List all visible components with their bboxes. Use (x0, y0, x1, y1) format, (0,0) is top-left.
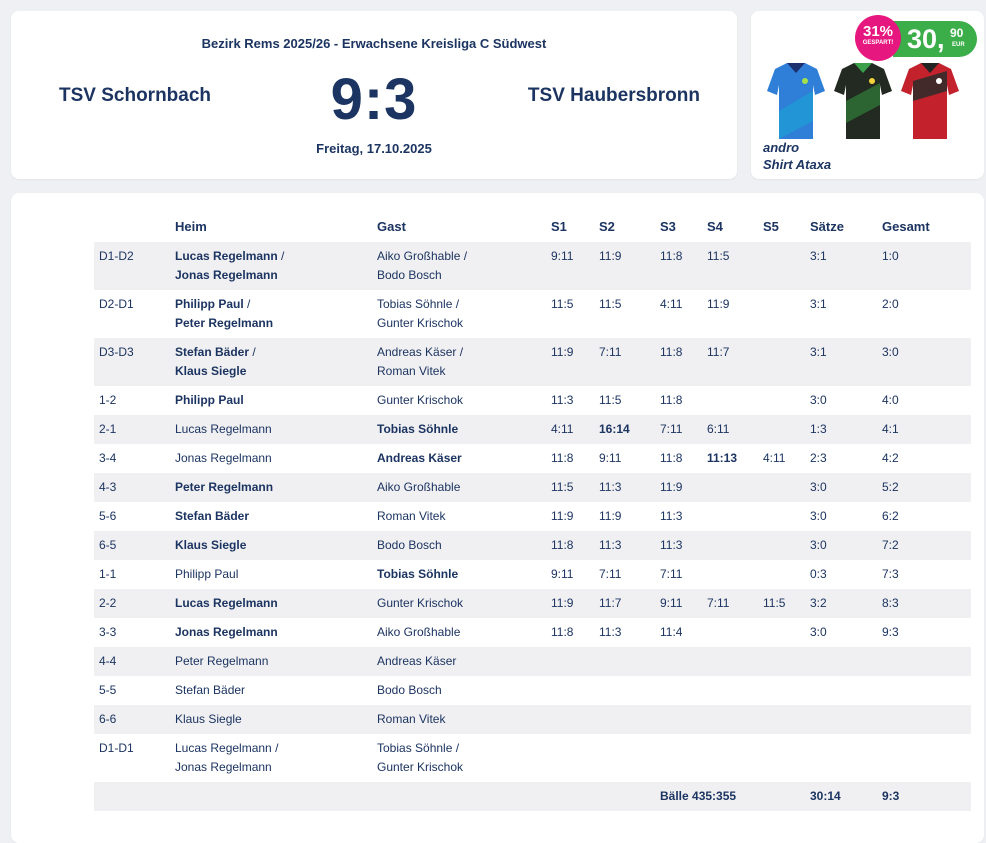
set-score-4 (702, 705, 758, 734)
set-score-2: 9:11 (599, 451, 622, 465)
home-player-name[interactable]: Stefan Bäder (175, 345, 250, 359)
guest-players (372, 242, 546, 290)
set-score-2: 11:5 (599, 297, 622, 311)
pair-separator: / (243, 297, 251, 311)
guest-players (372, 502, 546, 531)
game-row (94, 338, 971, 386)
game-row (94, 705, 971, 734)
price-cents: 90 (950, 26, 964, 40)
set-score-1 (546, 647, 594, 676)
blue-shirt-icon (767, 63, 825, 139)
guest-player-name[interactable]: Roman Vitek (377, 364, 446, 378)
set-score-2: 7:11 (594, 338, 655, 386)
home-player-name[interactable]: Philipp Paul (175, 297, 244, 311)
totals-balls: Bälle 435:355 (655, 782, 805, 811)
pair-separator: / (249, 345, 256, 359)
guest-players (372, 560, 546, 589)
guest-player-name[interactable]: Gunter Krischok (377, 393, 464, 407)
set-score-5 (758, 242, 805, 290)
set-score-5: 11:5 (758, 589, 805, 618)
set-score-4 (702, 676, 758, 705)
header-home: Heim (175, 219, 207, 234)
set-score-5 (758, 473, 805, 502)
game-saetze: 1:3 (805, 415, 877, 444)
set-score-2 (594, 734, 655, 782)
set-score-2 (594, 647, 655, 676)
guest-player-name[interactable]: Aiko Großhable (377, 480, 461, 494)
discount-note: GESPART! (862, 40, 894, 46)
home-players (170, 560, 372, 589)
header-saetze: Sätze (810, 219, 844, 234)
totals-spacer (546, 782, 594, 811)
set-score-4 (702, 386, 758, 415)
guest-player-name[interactable]: Tobias Söhnle (377, 297, 453, 311)
set-score-1: 9:11 (546, 242, 594, 290)
header-s2: S2 (599, 219, 615, 234)
guest-player-name[interactable]: Andreas Käser (377, 451, 462, 465)
home-players (170, 444, 372, 473)
game-gesamt: 4:0 (882, 393, 899, 407)
home-player-name[interactable]: Lucas Regelmann (175, 741, 272, 755)
discount-percent: 31% (862, 23, 894, 40)
guest-players (372, 647, 546, 676)
game-position: 6-5 (94, 531, 170, 560)
home-player-name[interactable]: Stefan Bäder (175, 509, 250, 523)
guest-players (372, 444, 546, 473)
home-player-name[interactable]: Klaus Siegle (175, 364, 247, 378)
game-gesamt: 6:2 (882, 509, 899, 523)
set-score-5 (758, 647, 805, 676)
pair-separator: / (452, 741, 460, 755)
header-s5: S5 (763, 219, 779, 234)
game-position: 4-3 (94, 473, 170, 502)
totals-spacer (170, 782, 372, 811)
league-title: Bezirk Rems 2025/26 - Erwachsene Kreisliga C Südwest (201, 36, 547, 51)
set-score-3 (655, 676, 702, 705)
game-row (94, 531, 971, 560)
header-s1: S1 (551, 219, 567, 234)
game-position: 3-4 (99, 451, 117, 465)
ad-brand-text (763, 139, 831, 173)
header-position (94, 211, 170, 242)
guest-player-name[interactable]: Tobias Söhnle (377, 741, 453, 755)
home-players (170, 647, 372, 676)
game-gesamt: 7:3 (882, 567, 899, 581)
game-position: 4-4 (94, 647, 170, 676)
home-players (170, 415, 372, 444)
home-players (170, 734, 372, 782)
totals-spacer (372, 782, 546, 811)
set-score-5 (758, 290, 805, 338)
guest-players (372, 734, 546, 782)
set-score-1: 11:5 (551, 297, 574, 311)
game-saetze (805, 647, 877, 676)
home-players (170, 618, 372, 647)
shirt-product-image (761, 61, 976, 143)
discount-badge (855, 15, 901, 61)
totals-saetze: 30:14 (805, 782, 877, 811)
game-gesamt: 7:2 (877, 531, 971, 560)
set-score-5 (758, 338, 805, 386)
set-score-2: 11:5 (599, 393, 622, 407)
set-score-2: 11:7 (594, 589, 655, 618)
game-position: 1-1 (99, 567, 117, 581)
set-score-3: 11:4 (660, 625, 683, 639)
set-score-1 (546, 676, 594, 705)
guest-players (372, 473, 546, 502)
home-players (170, 290, 372, 338)
guest-players (372, 338, 546, 386)
home-player-name[interactable]: Klaus Siegle (175, 712, 242, 726)
set-score-4: 6:11 (702, 415, 758, 444)
match-date: Freitag, 17.10.2025 (316, 141, 432, 156)
header-s4: S4 (707, 219, 723, 234)
home-player-name[interactable]: Stefan Bäder (175, 683, 246, 697)
guest-players (372, 386, 546, 415)
game-saetze: 3:0 (810, 509, 827, 523)
home-players (170, 705, 372, 734)
set-score-4: 11:13 (707, 451, 738, 465)
home-players (170, 338, 372, 386)
set-score-4 (702, 531, 758, 560)
totals-spacer (594, 782, 655, 811)
game-row (94, 734, 971, 782)
set-score-3: 7:11 (655, 415, 702, 444)
set-score-1 (546, 734, 594, 782)
game-row (94, 647, 971, 676)
set-score-5 (758, 560, 805, 589)
game-row (94, 415, 971, 444)
set-score-1: 4:11 (546, 415, 594, 444)
guest-player-name[interactable]: Aiko Großhable (377, 249, 461, 263)
header-gesamt: Gesamt (882, 219, 930, 234)
game-gesamt (877, 647, 971, 676)
totals-gesamt: 9:3 (877, 782, 971, 811)
home-player-name[interactable]: Philipp Paul (175, 393, 244, 407)
set-score-5 (758, 415, 805, 444)
header-s3: S3 (660, 219, 676, 234)
pair-separator: / (456, 345, 464, 359)
home-players (170, 473, 372, 502)
game-row (94, 386, 971, 415)
set-score-4 (702, 618, 758, 647)
set-score-5 (758, 531, 805, 560)
set-score-3: 11:3 (660, 509, 683, 523)
game-saetze: 0:3 (810, 567, 827, 581)
game-saetze (805, 676, 877, 705)
set-score-2 (594, 705, 655, 734)
price-main: 30, (907, 24, 945, 54)
header-guest: Gast (377, 219, 406, 234)
home-player-name[interactable]: Lucas Regelmann (175, 249, 278, 263)
home-player-name[interactable]: Jonas Regelmann (175, 760, 272, 774)
set-score-3 (655, 647, 702, 676)
ad-brand-line2: Shirt Ataxa (763, 157, 832, 172)
set-score-2 (594, 676, 655, 705)
game-gesamt (877, 734, 971, 782)
games-table-card (11, 193, 984, 843)
game-row (94, 589, 971, 618)
set-score-3: 11:8 (660, 393, 683, 407)
guest-player-name[interactable]: Andreas Käser (377, 345, 457, 359)
set-score-1: 11:8 (551, 451, 574, 465)
game-position: D2-D1 (99, 297, 134, 311)
set-score-4: 11:7 (702, 338, 758, 386)
table-header-row (94, 211, 971, 242)
guest-player-name[interactable]: Andreas Käser (377, 654, 457, 668)
game-row (94, 618, 971, 647)
home-player-name[interactable]: Klaus Siegle (175, 538, 247, 552)
game-saetze: 2:3 (810, 451, 827, 465)
game-position: 1-2 (99, 393, 117, 407)
guest-player-name[interactable]: Bodo Bosch (377, 683, 442, 697)
games-table (94, 211, 971, 811)
game-gesamt: 1:0 (877, 242, 971, 290)
guest-player-name[interactable]: Bodo Bosch (377, 268, 442, 282)
pair-separator: / (271, 741, 279, 755)
guest-players (372, 531, 546, 560)
home-player-name[interactable]: Lucas Regelmann (175, 596, 278, 610)
set-score-1: 11:9 (551, 509, 574, 523)
games-table-body (94, 242, 971, 782)
set-score-5 (758, 705, 805, 734)
game-row (94, 560, 971, 589)
guest-player-name[interactable]: Gunter Krischok (377, 760, 464, 774)
set-score-5 (758, 386, 805, 415)
game-position: 2-1 (94, 415, 170, 444)
set-score-3 (655, 705, 702, 734)
home-players (170, 676, 372, 705)
price-badge (893, 21, 977, 57)
game-row (94, 242, 971, 290)
set-score-1 (546, 705, 594, 734)
guest-player-name[interactable]: Gunter Krischok (377, 596, 464, 610)
game-saetze: 3:0 (810, 393, 827, 407)
game-saetze: 3:0 (805, 473, 877, 502)
guest-player-name[interactable]: Roman Vitek (377, 509, 446, 523)
price-currency: EUR (952, 42, 965, 48)
game-saetze (805, 705, 877, 734)
green-shirt-icon (834, 63, 892, 139)
home-players (170, 242, 372, 290)
guest-players (372, 676, 546, 705)
game-position: 5-6 (99, 509, 117, 523)
set-score-4 (702, 647, 758, 676)
set-score-3: 4:11 (660, 297, 683, 311)
set-score-2: 11:9 (594, 242, 655, 290)
game-position: D1-D2 (94, 242, 170, 290)
set-score-1: 11:9 (546, 338, 594, 386)
game-gesamt: 4:2 (882, 451, 899, 465)
home-player-name[interactable]: Jonas Regelmann (175, 625, 278, 639)
set-score-3: 11:8 (655, 242, 702, 290)
home-player-name[interactable]: Lucas Regelmann (175, 422, 272, 436)
ad-brand-line1: andro (763, 140, 800, 155)
game-position: 5-5 (99, 683, 117, 697)
set-score-1: 9:11 (551, 567, 574, 581)
set-score-4 (702, 734, 758, 782)
home-player-name[interactable]: Jonas Regelmann (175, 268, 278, 282)
game-row (94, 676, 971, 705)
set-score-5 (758, 618, 805, 647)
game-saetze: 3:2 (805, 589, 877, 618)
set-score-2: 16:14 (594, 415, 655, 444)
guest-players (372, 589, 546, 618)
guest-player-name[interactable]: Aiko Großhable (377, 625, 461, 639)
game-saetze (805, 734, 877, 782)
away-team-name[interactable]: TSV Haubersbronn (527, 85, 700, 106)
game-gesamt: 9:3 (882, 625, 899, 639)
home-player-name[interactable]: Peter Regelmann (175, 480, 274, 494)
set-score-4: 7:11 (702, 589, 758, 618)
home-player-name[interactable]: Jonas Regelmann (175, 451, 272, 465)
home-player-name[interactable]: Peter Regelmann (175, 654, 269, 668)
advertisement-banner[interactable] (751, 11, 984, 179)
pair-separator: / (460, 249, 468, 263)
guest-players (372, 618, 546, 647)
set-score-3: 11:9 (655, 473, 702, 502)
game-gesamt (877, 705, 971, 734)
home-player-name[interactable]: Peter Regelmann (175, 316, 274, 330)
set-score-2: 11:3 (599, 625, 622, 639)
guest-player-name[interactable]: Roman Vitek (377, 712, 446, 726)
guest-players (372, 415, 546, 444)
set-score-4: 11:9 (707, 297, 730, 311)
home-player-name[interactable]: Philipp Paul (175, 567, 239, 581)
game-position: D3-D3 (94, 338, 170, 386)
home-players (170, 502, 372, 531)
guest-players (372, 705, 546, 734)
set-score-4 (702, 473, 758, 502)
set-score-2: 11:9 (599, 509, 622, 523)
set-score-5: 4:11 (763, 451, 786, 465)
set-score-3: 11:8 (660, 451, 683, 465)
match-header-card (11, 11, 737, 179)
home-players (170, 589, 372, 618)
game-position: 2-2 (94, 589, 170, 618)
game-gesamt: 3:0 (877, 338, 971, 386)
home-players (170, 386, 372, 415)
game-row (94, 502, 971, 531)
guest-players (372, 290, 546, 338)
set-score-1: 11:8 (546, 531, 594, 560)
set-score-2: 7:11 (599, 567, 622, 581)
set-score-3: 11:8 (655, 338, 702, 386)
set-score-4 (702, 502, 758, 531)
game-saetze: 3:1 (805, 338, 877, 386)
set-score-3 (655, 734, 702, 782)
game-position: 6-6 (94, 705, 170, 734)
pair-separator: / (277, 249, 285, 263)
guest-player-name[interactable]: Gunter Krischok (377, 316, 464, 330)
game-saetze: 3:0 (810, 625, 827, 639)
set-score-5 (758, 502, 805, 531)
guest-player-name[interactable]: Bodo Bosch (377, 538, 442, 552)
set-score-5 (758, 676, 805, 705)
guest-player-name[interactable]: Tobias Söhnle (377, 422, 459, 436)
set-score-3: 7:11 (660, 567, 683, 581)
set-score-1: 11:5 (546, 473, 594, 502)
match-score: 9:3 (330, 67, 418, 132)
home-players (170, 531, 372, 560)
guest-player-name[interactable]: Tobias Söhnle (377, 567, 459, 581)
game-gesamt: 5:2 (877, 473, 971, 502)
game-row (94, 290, 971, 338)
game-saetze: 3:1 (810, 297, 827, 311)
red-shirt-icon (901, 63, 959, 139)
set-score-5 (758, 734, 805, 782)
set-score-4 (702, 560, 758, 589)
game-position: 3-3 (99, 625, 117, 639)
set-score-2: 11:3 (594, 531, 655, 560)
game-gesamt (877, 676, 971, 705)
game-row (94, 473, 971, 502)
set-score-1: 11:3 (551, 393, 574, 407)
home-team-name[interactable]: TSV Schornbach (59, 85, 212, 106)
set-score-1: 11:8 (551, 625, 574, 639)
game-saetze: 3:0 (805, 531, 877, 560)
pair-separator: / (452, 297, 460, 311)
set-score-1: 11:9 (546, 589, 594, 618)
set-score-3: 9:11 (655, 589, 702, 618)
game-gesamt: 2:0 (882, 297, 899, 311)
set-score-2: 11:3 (594, 473, 655, 502)
set-score-3: 11:3 (655, 531, 702, 560)
game-row (94, 444, 971, 473)
game-saetze: 3:1 (805, 242, 877, 290)
totals-row (94, 782, 971, 811)
totals-spacer (94, 782, 170, 811)
set-score-4: 11:5 (702, 242, 758, 290)
game-position: D1-D1 (99, 741, 134, 755)
game-gesamt: 8:3 (877, 589, 971, 618)
game-gesamt: 4:1 (877, 415, 971, 444)
